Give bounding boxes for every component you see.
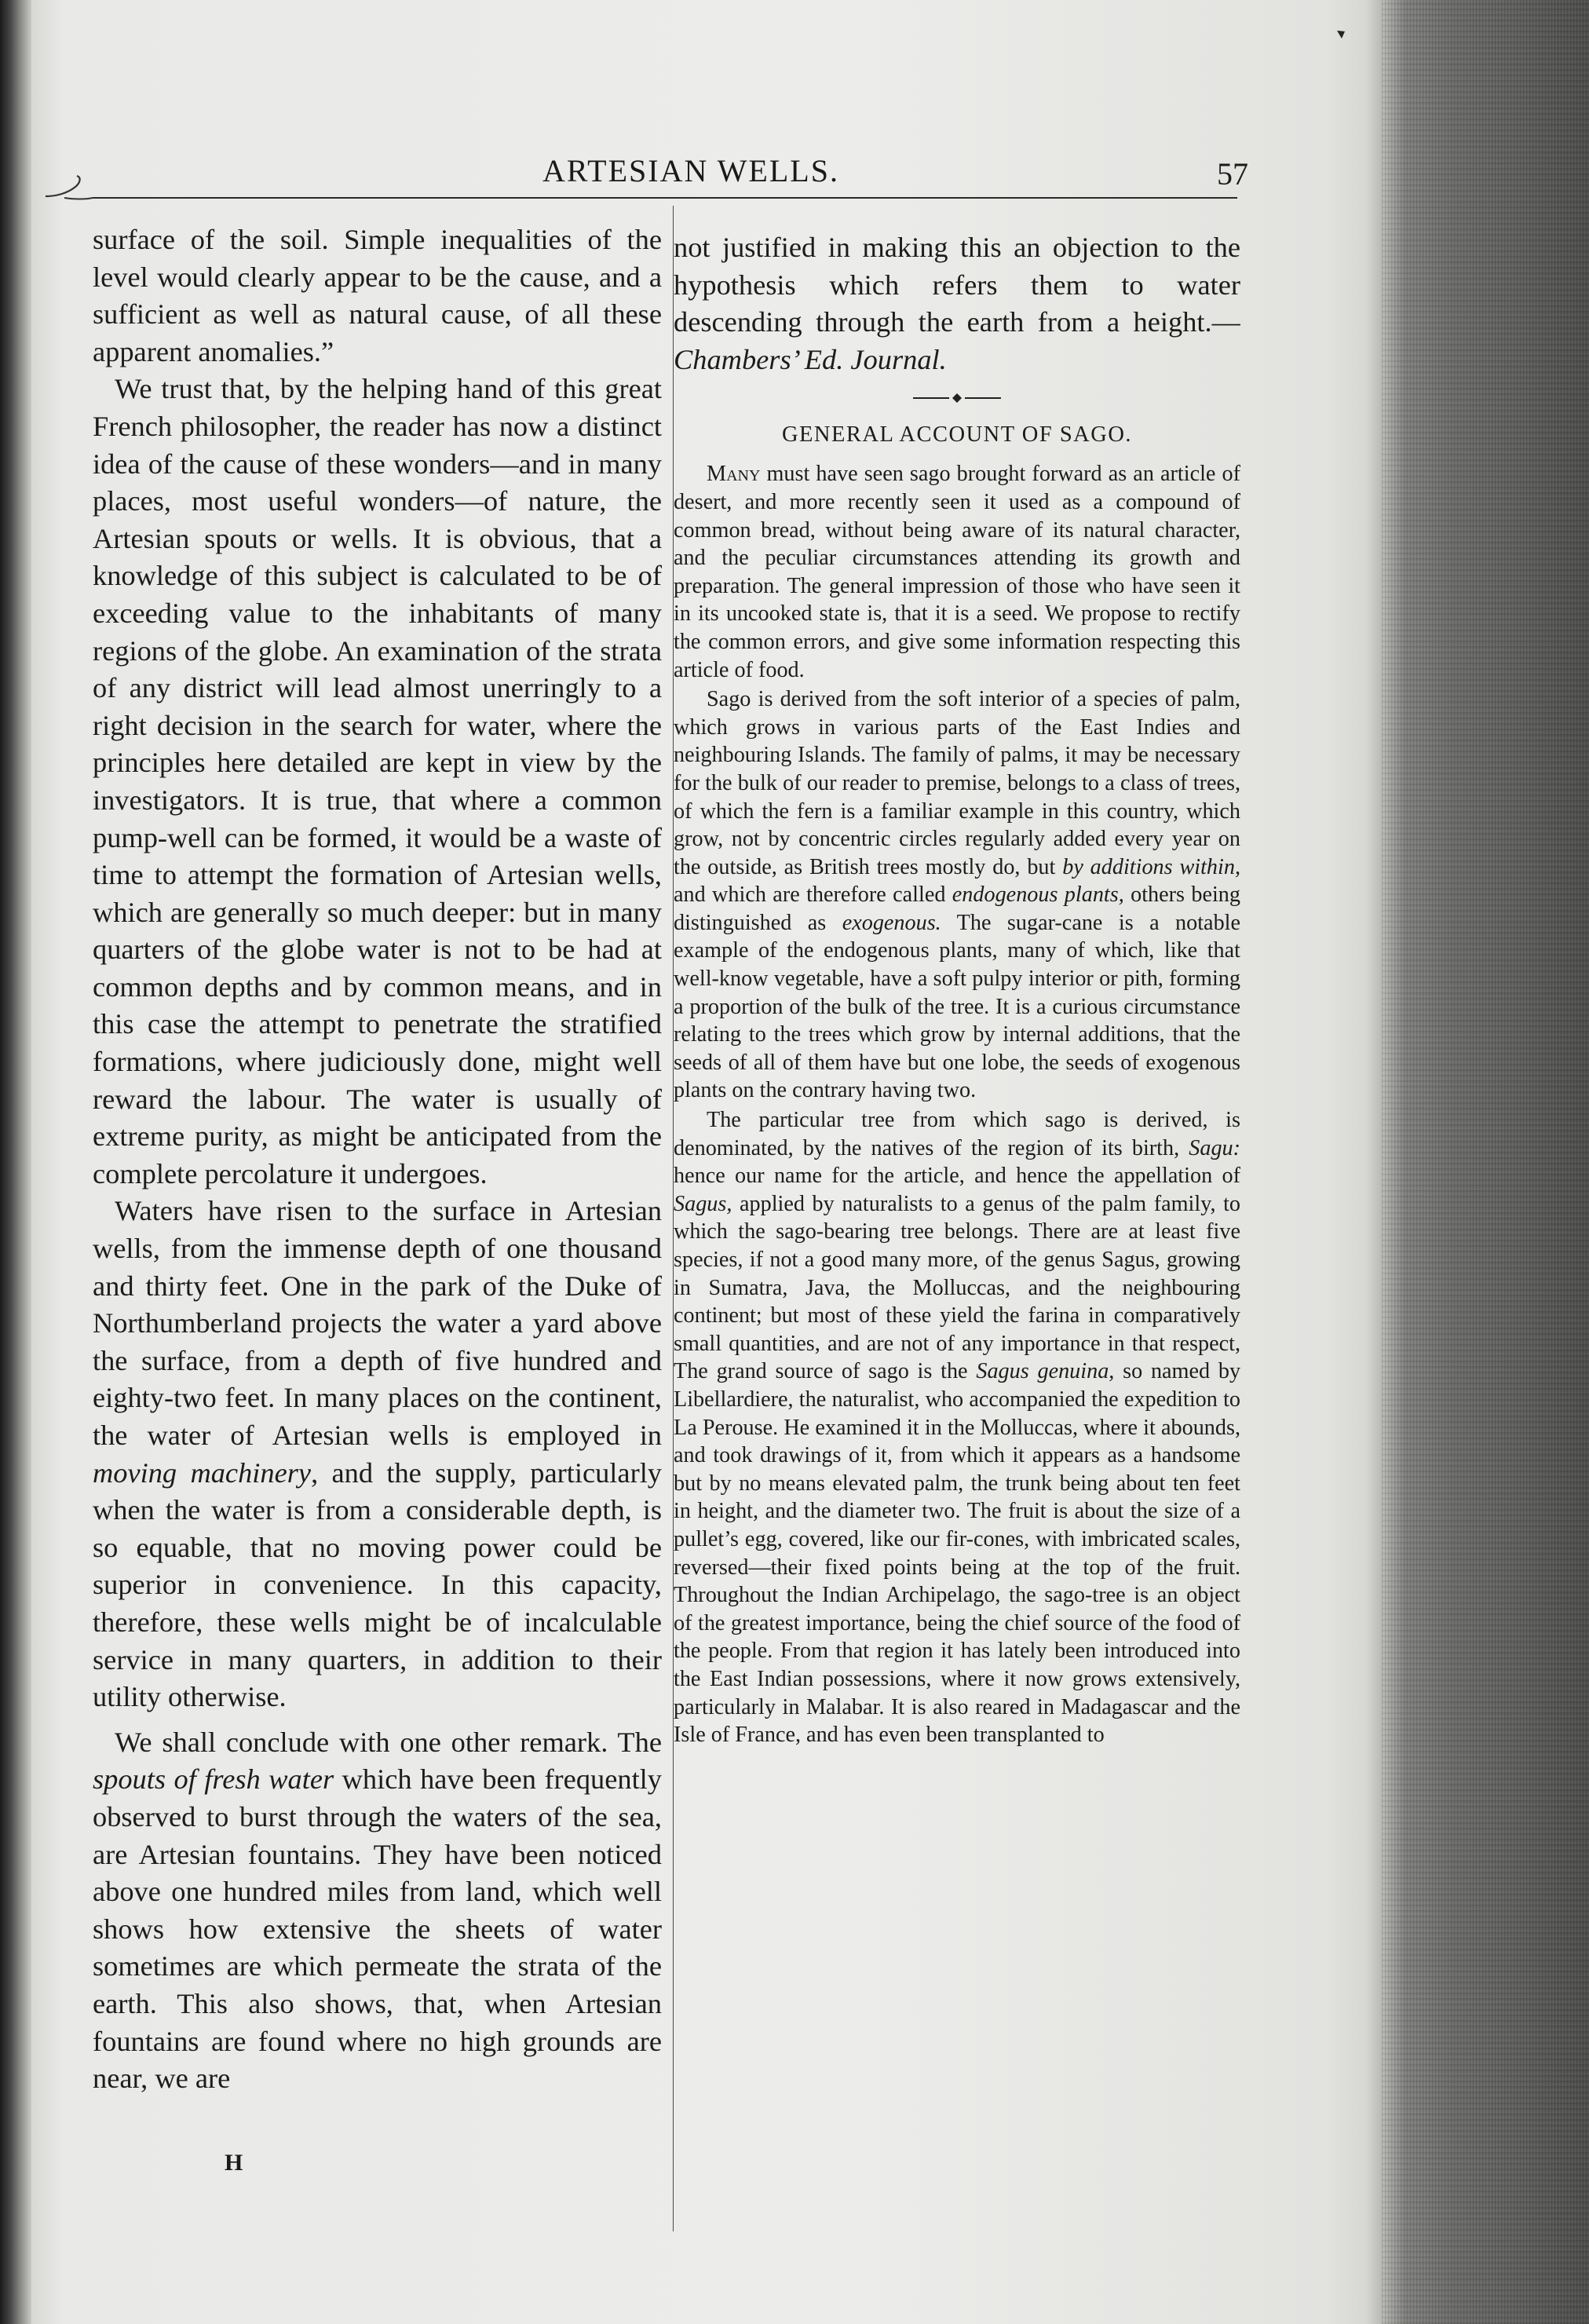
text-run: not justified in making this an objection to the hypothesis which refers them to water descending through the earth from a height.— — [674, 232, 1240, 338]
right-column — [674, 229, 1240, 2255]
running-head: ARTESIAN WELLS. — [542, 153, 839, 188]
italic-phrase: spouts of fresh water — [93, 1763, 334, 1796]
signature-mark: H — [225, 2150, 243, 2176]
text-run: and which are therefore called — [674, 882, 946, 908]
italic-phrase: Sagu: — [1189, 1135, 1240, 1160]
article-title: GENERAL ACCOUNT OF SAGO. — [781, 422, 1133, 448]
paragraph — [93, 1193, 662, 1716]
text-run: must have seen sago brought forward as an article of desert, and more recently seen it used as a compound of common bread, without being aware of its natural character, and the peculiar circumstances attending its growth and preparation. The general impression of those who have seen it in its uncooked state is, that it is a seed. We propose to rectify the common errors, and give some information respecting this article of food. — [674, 462, 1240, 682]
text-run: others being distinguished as — [674, 882, 1240, 935]
italic-phrase: by additions within, — [1062, 854, 1240, 879]
italic-phrase: moving machinery — [93, 1456, 312, 1489]
text-run: applied by naturalists to a genus of the palm family, to which the sago-bearing tree belongs. There are at least five species, if not a good many more, of the genus Sagus, growing in Sumatra, Java, the Molluccas, and the neighbouring continent; but most of these yield the farina in comparatively small quantities, and are not of any importance in that respect, The grand source of sago is the — [674, 1191, 1240, 1384]
drop-word: Many — [707, 462, 761, 487]
text-run: The sugar-cane is a notable example of the endogenous plants, many of which, like that well-know vegetable, have a soft pulpy interior or pith, forming a proportion of the bulk of the tree. It is a curious circumstance relating to the trees which grow by internal additions, that the seeds of all of them have but one lobe, the seeds of exogenous plants on the contrary having two. — [674, 910, 1240, 1103]
continuation-paragraph — [674, 229, 1240, 378]
paragraph — [674, 460, 1240, 684]
paragraph — [674, 685, 1240, 1105]
paragraph — [674, 1106, 1240, 1749]
text-run: which have been frequently observed to burst through the waters of the sea, are Artesian fountains. They have been noticed above one hundred miles from land, which well shows how extensive the sheets of water sometimes are which permeate the strata of the earth. This also shows, that, when Artesian fountains are found where no high grounds are near, we are — [93, 1763, 662, 2095]
italic-phrase: exogenous. — [842, 910, 941, 935]
paragraph: We trust that, by the helping hand of this great French philosopher, the reader has now a distinct idea of the cause of these wonders—and in many places, most useful wonders—of nature, the Artesian spouts or wells. It is obvious, that a knowledge of this subject is calculated to be of exceeding value to the inhabitants of many regions of the globe. An examination of the strata of any district will lead almost unerringly to a right decision in the search for water, where the principles here detailed are kept in view by the investigators. It is true, that where a common pump-well can be formed, it would be a waste of time to attempt the formation of Artesian wells, which are generally so much deeper: but in many quarters of the globe water is not to be had at common depths and by common means, and in this case the attempt to penetrate the stratified formations, where judiciously done, might well reward the labour. The water is usually of extreme purity, as might be anticipated from the complete percolature it undergoes. — [93, 373, 662, 1189]
text-run: so named by Libellardiere, the naturalist, who accompanied the expedition to La Perouse. He examined it in the Molluccas, where it abounds, and took drawings of it, from which it appears as a handsome but by no means elevated palm, the trunk being about ten feet in height, and the diameter two. The fruit is about the size of a pullet’s egg, covered, like our fir-cones, with imbricated scales, reversed—their fixed points being at the top of the fruit. Throughout the Indian Archipelago, the sago-tree is an object of the greatest importance, being the chief source of the food of the people. From that region it has lately been introduced into the East Indian possessions, where it now grows extensively, particularly in Malabar. It is also reared in Madagascar and the Isle of France, and has even been transplanted to — [674, 1359, 1240, 1748]
text-run: hence our name for the article, and hence the appellation of — [674, 1164, 1240, 1189]
text-run: Waters have risen to the surface in Artesian wells, from the immense depth of one thousand and thirty feet. One in the park of the Duke of Northumberland projects the water a yard above the surface, from a depth of five hundred and eighty-two feet. In many places on the continent, the water of Artesian wells is employed in — [93, 1195, 662, 1451]
paragraph — [93, 1724, 662, 2098]
binding-edge — [0, 0, 31, 2324]
header-rule — [93, 197, 1237, 199]
text-run: We shall conclude with one other remark. The — [115, 1726, 662, 1758]
text-run: , and the supply, particularly when the water is from a considerable depth, is so equable, that no moving power could be superior in convenience. In this capacity, therefore, these wells might be of incalculable service in many quarters, in addition to their utility otherwise. — [93, 1456, 662, 1713]
left-column — [93, 221, 662, 2161]
ink-speck — [1335, 28, 1347, 41]
text-run: The particular tree from which sago is derived, is denominated, by the natives of the region of its birth, — [674, 1108, 1240, 1160]
text-run: Sago is derived from the soft interior of a species of palm, which grows in various parts of the East Indies and neighbouring Islands. The family of palms, it may be necessary for the bulk of our reader to premise, belongs to a class of trees, of which the fern is a familiar example in this country, which grow, not by concentric circles regularly added every year on the outside, as British trees mostly do, but — [674, 687, 1240, 879]
italic-phrase: Sagus genuina, — [976, 1359, 1115, 1384]
italic-phrase: endogenous plants, — [952, 882, 1124, 908]
section-ornament — [913, 393, 1001, 404]
page-stack-edge — [1382, 0, 1589, 2324]
paragraph: surface of the soil. Simple inequalities of the level would clearly appear to be the cause, and a sufficient as well as natural cause, of all these apparent anomalies.” — [93, 224, 662, 367]
page-number: 57 — [1217, 156, 1248, 192]
source-citation: Chambers’ Ed. Journal. — [674, 343, 947, 375]
italic-phrase: Sagus, — [674, 1191, 732, 1216]
